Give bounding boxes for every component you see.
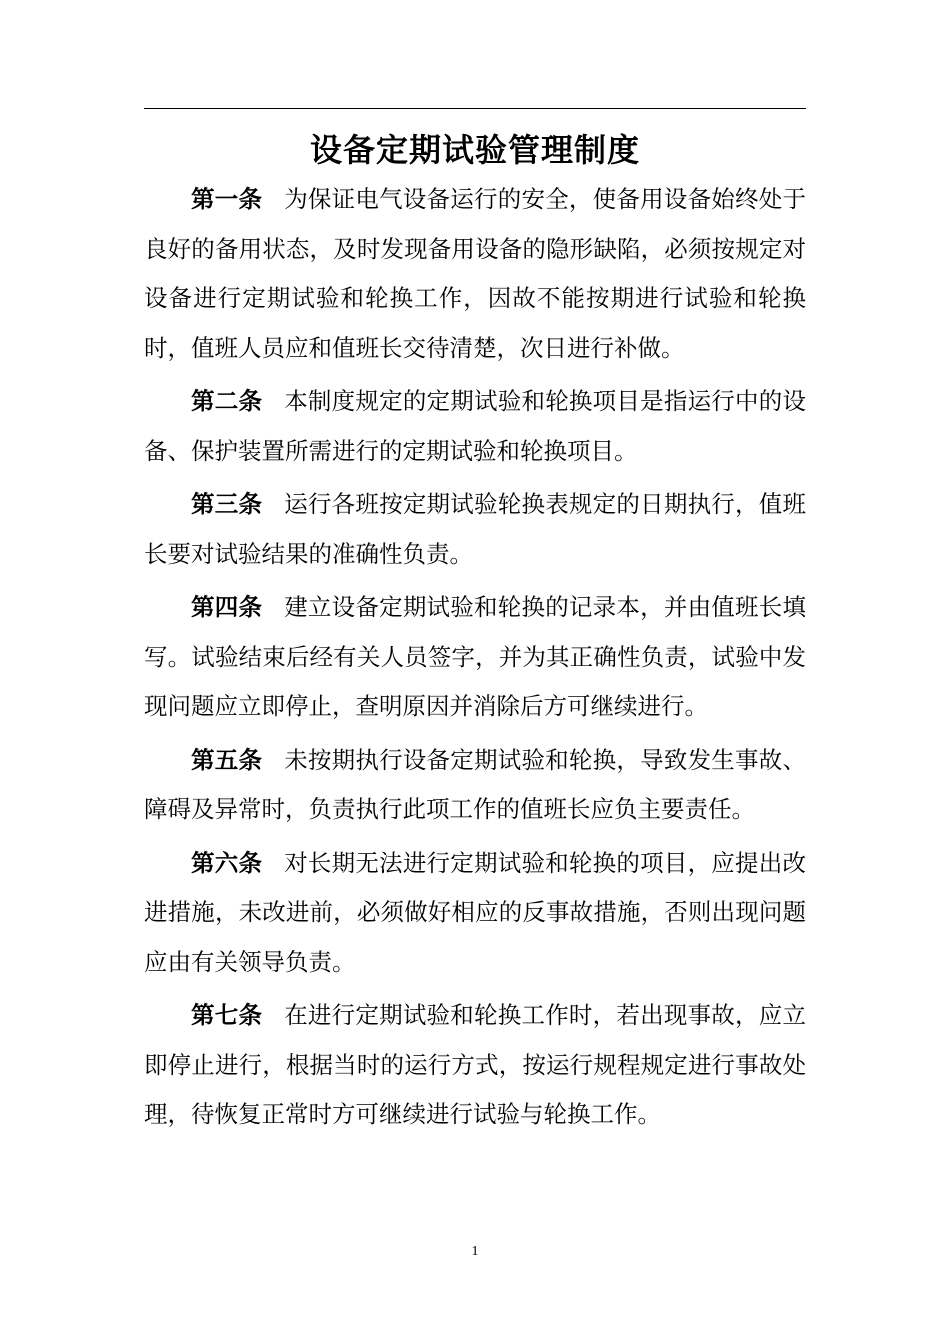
article-7 [144, 991, 806, 1140]
article-number: 第六条 [191, 848, 263, 877]
article-1 [144, 175, 806, 373]
article-text: 对长期无法进行定期试验和轮换的项目，应提出改进措施，未改进前，必须做好相应的反事故措施，否则出现问题应由有关领导负责。 [144, 848, 806, 976]
article-5 [144, 736, 806, 835]
article-number: 第四条 [191, 593, 263, 621]
article-number: 第七条 [191, 1001, 263, 1029]
article-6 [144, 839, 806, 988]
article-2 [144, 377, 806, 476]
article-text: 未按期执行设备定期试验和轮换，导致发生事故、障碍及异常时，负责执行此项工作的值班长应负主要责任。 [144, 745, 806, 823]
article-text: 建立设备定期试验和轮换的记录本，并由值班长填写。试验结束后经有关人员签字，并为其正确性负责，试验中发现问题应立即停止，查明原因并消除后方可继续进行。 [144, 593, 806, 720]
article-text: 运行各班按定期试验轮换表规定的日期执行，值班长要对试验结果的准确性负责。 [144, 490, 806, 568]
article-text: 为保证电气设备运行的安全，使备用设备始终处于良好的备用状态，及时发现备用设备的隐形缺陷，必须按规定对设备进行定期试验和轮换工作，因故不能按期进行试验和轮换时，值班人员应和值班长交待清楚，次日进行补做。 [144, 185, 806, 362]
article-number: 第五条 [191, 745, 263, 774]
article-number: 第二条 [191, 387, 263, 415]
document-title: 设备定期试验管理制度 [309, 131, 640, 169]
article-number: 第一条 [191, 185, 263, 213]
article-number: 第三条 [191, 490, 263, 518]
article-text: 本制度规定的定期试验和轮换项目是指运行中的设备、保护装置所需进行的定期试验和轮换项目。 [144, 387, 806, 465]
page-number: 1 [471, 1244, 479, 1259]
header-rule [144, 108, 806, 109]
document-body [144, 175, 806, 1140]
article-4 [144, 583, 806, 732]
article-3 [144, 480, 806, 579]
article-text: 在进行定期试验和轮换工作时，若出现事故，应立即停止进行，根据当时的运行方式，按运行规程规定进行事故处理，待恢复正常时方可继续进行试验与轮换工作。 [144, 1001, 806, 1128]
